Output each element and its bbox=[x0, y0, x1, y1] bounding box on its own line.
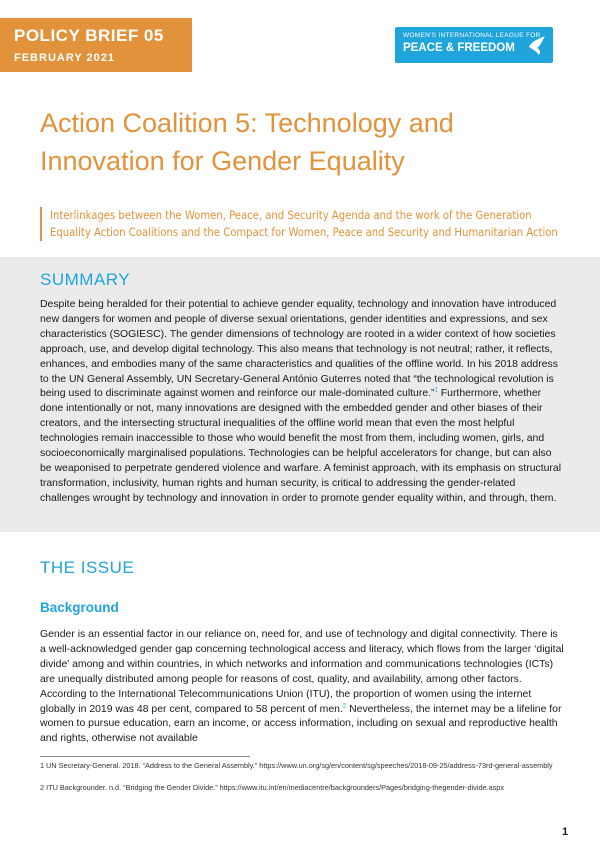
background-text-a: Gender is an essential factor in our reliance on, need for, and use of technology and digital connectivity. There is a well-acknowledged gender gap concerning technological access and literacy, which flows from the larger ‘digital divide’ among and within countries, in which networks and information and communications technologies (ICTs) are unequally distributed among people for reasons of cost, quality, and availability, among other factors. According to the International Telecommunications Union (ITU), the proportion of women using the internet globally in 2019 was 48 per cent, compared to 58 percent of men. bbox=[40, 629, 564, 715]
summary-heading: SUMMARY bbox=[40, 270, 131, 289]
logo-line-1: WOMEN'S INTERNATIONAL LEAGUE FOR bbox=[403, 32, 541, 39]
date-label: FEBRUARY 2021 bbox=[14, 52, 116, 64]
summary-text-a: Despite being heralded for their potential to achieve gender equality, technology and innovation have introduced new dangers for women and people of diverse sexual orientations, gender identities and expressions, and sex characteristics (SOGIESC). The gender dimensions of technology are rooted in a wider context of how societies approach, use, and develop digital technology. This also means that technology is not neutral; rather, it reflects, enhances, and embodies many of the same characteristics and qualities of the offline world. In his 2018 address to the UN General Assembly, UN Secretary-General António Guterres noted that “the technological revolution is being used to discriminate against women and reinforce our male-dominated culture.” bbox=[40, 299, 558, 400]
page-subtitle: Interlinkages between the Women, Peace, and Security Agenda and the work of the Generation Equality Action Coalitions and the Compact for Women, Peace and Security and Humanitarian Action bbox=[40, 207, 570, 241]
page-title: Action Coalition 5: Technology and Innovation for Gender Equality bbox=[40, 108, 454, 176]
issue-heading: THE ISSUE bbox=[40, 558, 135, 577]
summary-paragraph bbox=[40, 298, 564, 507]
wilpf-logo[interactable] bbox=[395, 27, 553, 63]
background-subheading: Background bbox=[40, 600, 119, 615]
footnote-1: 1 UN Secretary-General. 2018. “Address to the General Assembly.” https://www.un.org/sg/en/content/sg/speeches/2018-09-25/address-73rd-general-assembly bbox=[40, 761, 553, 770]
background-text-b: Nevertheless, the internet may be a lifeline for women to pursue education, earn an income, or access information, including on sexual and reproductive health and rights, otherwise not available bbox=[40, 703, 562, 745]
page-number: 1 bbox=[562, 826, 569, 838]
footnote-ref-1[interactable]: 1 bbox=[434, 387, 438, 394]
footnote-divider bbox=[40, 756, 250, 757]
logo-line-2: PEACE & FREEDOM bbox=[403, 42, 515, 54]
summary-text-b: Furthermore, whether done intentionally or not, many innovations are designed with the embedded gender and other biases of their creators, and the intersecting structural inequalities of the offline world mean that even the most helpful technologies remain inaccessible to those who would benefit the most from them, including women, girls, and socioeconomically marginalised populations. Technologies can be helpful accelerators for change, but can also be weaponised to perpetrate gendered violence and warfare. A feminist approach, with its emphasis on structural transformation, inclusivity, human rights and human security, is critical to addressing the gender-related challenges wrought by technology and innovation in order to promote gender equality within, and through, them. bbox=[40, 388, 562, 504]
dove-icon bbox=[526, 33, 548, 57]
footnote-ref-2[interactable]: 2 bbox=[342, 703, 347, 710]
footnote-2: 2 ITU Backgrounder. n.d. “Bridging the Gender Divide.” https://www.itu.int/en/mediacentre/backgrounders/Pages/bridging-thegender-divide.aspx bbox=[40, 783, 505, 792]
series-label: POLICY BRIEF 05 bbox=[14, 26, 164, 45]
background-paragraph bbox=[40, 628, 564, 747]
policy-brief-badge bbox=[0, 18, 192, 72]
